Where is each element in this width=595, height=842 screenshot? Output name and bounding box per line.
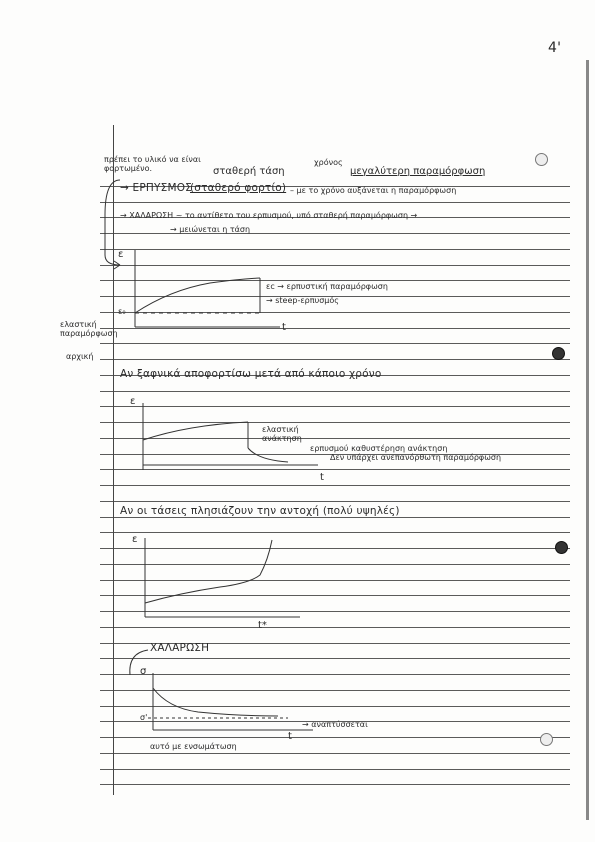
g1-ec-label: εc → ερπυστική παραμόρφωση: [266, 282, 388, 291]
creep-curve: [135, 278, 260, 313]
g2-delayed-recovery: ερπυσμού καθυστέρηση ανάκτηση: [310, 444, 448, 453]
g2-y-axis: ε: [130, 396, 136, 407]
g2-elastic-recovery: ελαστική ανάκτηση: [262, 425, 302, 443]
increasing-strain: μεγαλύτερη παραμόρφωση: [350, 166, 486, 177]
g3-x-axis: t*: [258, 620, 267, 631]
recovery-curve: [248, 448, 288, 462]
unloading-graph: [138, 400, 338, 490]
g1-steep-label: → steep-ερπυσμός: [266, 296, 339, 305]
g1-origin: ε₀: [118, 307, 126, 316]
intro-note: πρέπει το υλικό να είναι φορτωμένο.: [104, 155, 201, 173]
creep-curve: [145, 540, 272, 603]
creep-graph: [130, 245, 330, 345]
time-label: χρόνος: [314, 158, 343, 167]
binder-hole: [535, 153, 548, 166]
page-edge: [586, 60, 589, 820]
g3-y-axis: ε: [132, 534, 138, 545]
binder-hole: [555, 541, 568, 554]
g4-sigma-prime: σ': [140, 713, 148, 722]
g4-falling-label: → αναπτύσσεται: [302, 720, 368, 729]
page-number: 4': [548, 40, 562, 56]
xalarosi-desc-2: → μειώνεται η τάση: [170, 225, 251, 234]
erpysmos-paren: (σταθερό φορτίο): [190, 182, 287, 194]
g4-y-axis: σ: [140, 666, 147, 677]
relaxation-curve: [153, 688, 278, 716]
binder-hole: [540, 733, 553, 746]
relaxation-graph: [148, 670, 328, 750]
bracket-arrow: [100, 175, 130, 295]
high-stress-graph: [140, 535, 320, 625]
binder-hole: [552, 347, 565, 360]
erpysmos-desc: – με το χρόνο αυξάνεται η παραμόρφωση: [290, 186, 457, 195]
creep-curve: [143, 422, 248, 440]
constant-stress: σταθερή τάση: [213, 166, 285, 177]
erpysmos-title: → ΕΡΠΥΣΜΟΣ: [120, 182, 193, 194]
xalarosi-desc: → ΧΑΛΑΡΩΣΗ ~ το αντίθετο του ερπυσμού, υπό σταθερή παραμόρφωση →: [120, 211, 418, 220]
g1-x-axis: t: [282, 322, 286, 333]
g1-y-axis: ε: [118, 249, 124, 260]
g4-bottom-note: αυτό με ενσωμάτωση: [150, 742, 237, 751]
g2-no-permanent: Δεν υπάρχει ανεπανόρθωτη παραμόρφωση: [330, 453, 502, 462]
g1-initial-label: αρχική: [66, 352, 94, 361]
g2-x-axis: t: [320, 472, 324, 483]
section4-title: ΧΑΛΑΡΩΣΗ: [150, 642, 210, 654]
section3-title: Αν οι τάσεις πλησιάζουν την αντοχή (πολύ υψηλές): [120, 505, 400, 517]
section2-title: Αν ξαφνικά αποφορτίσω μετά από κάποιο χρόνο: [120, 368, 382, 380]
g1-elastic-label: ελαστική παραμόρφωση: [60, 320, 118, 338]
g4-x-axis: t: [288, 731, 292, 742]
